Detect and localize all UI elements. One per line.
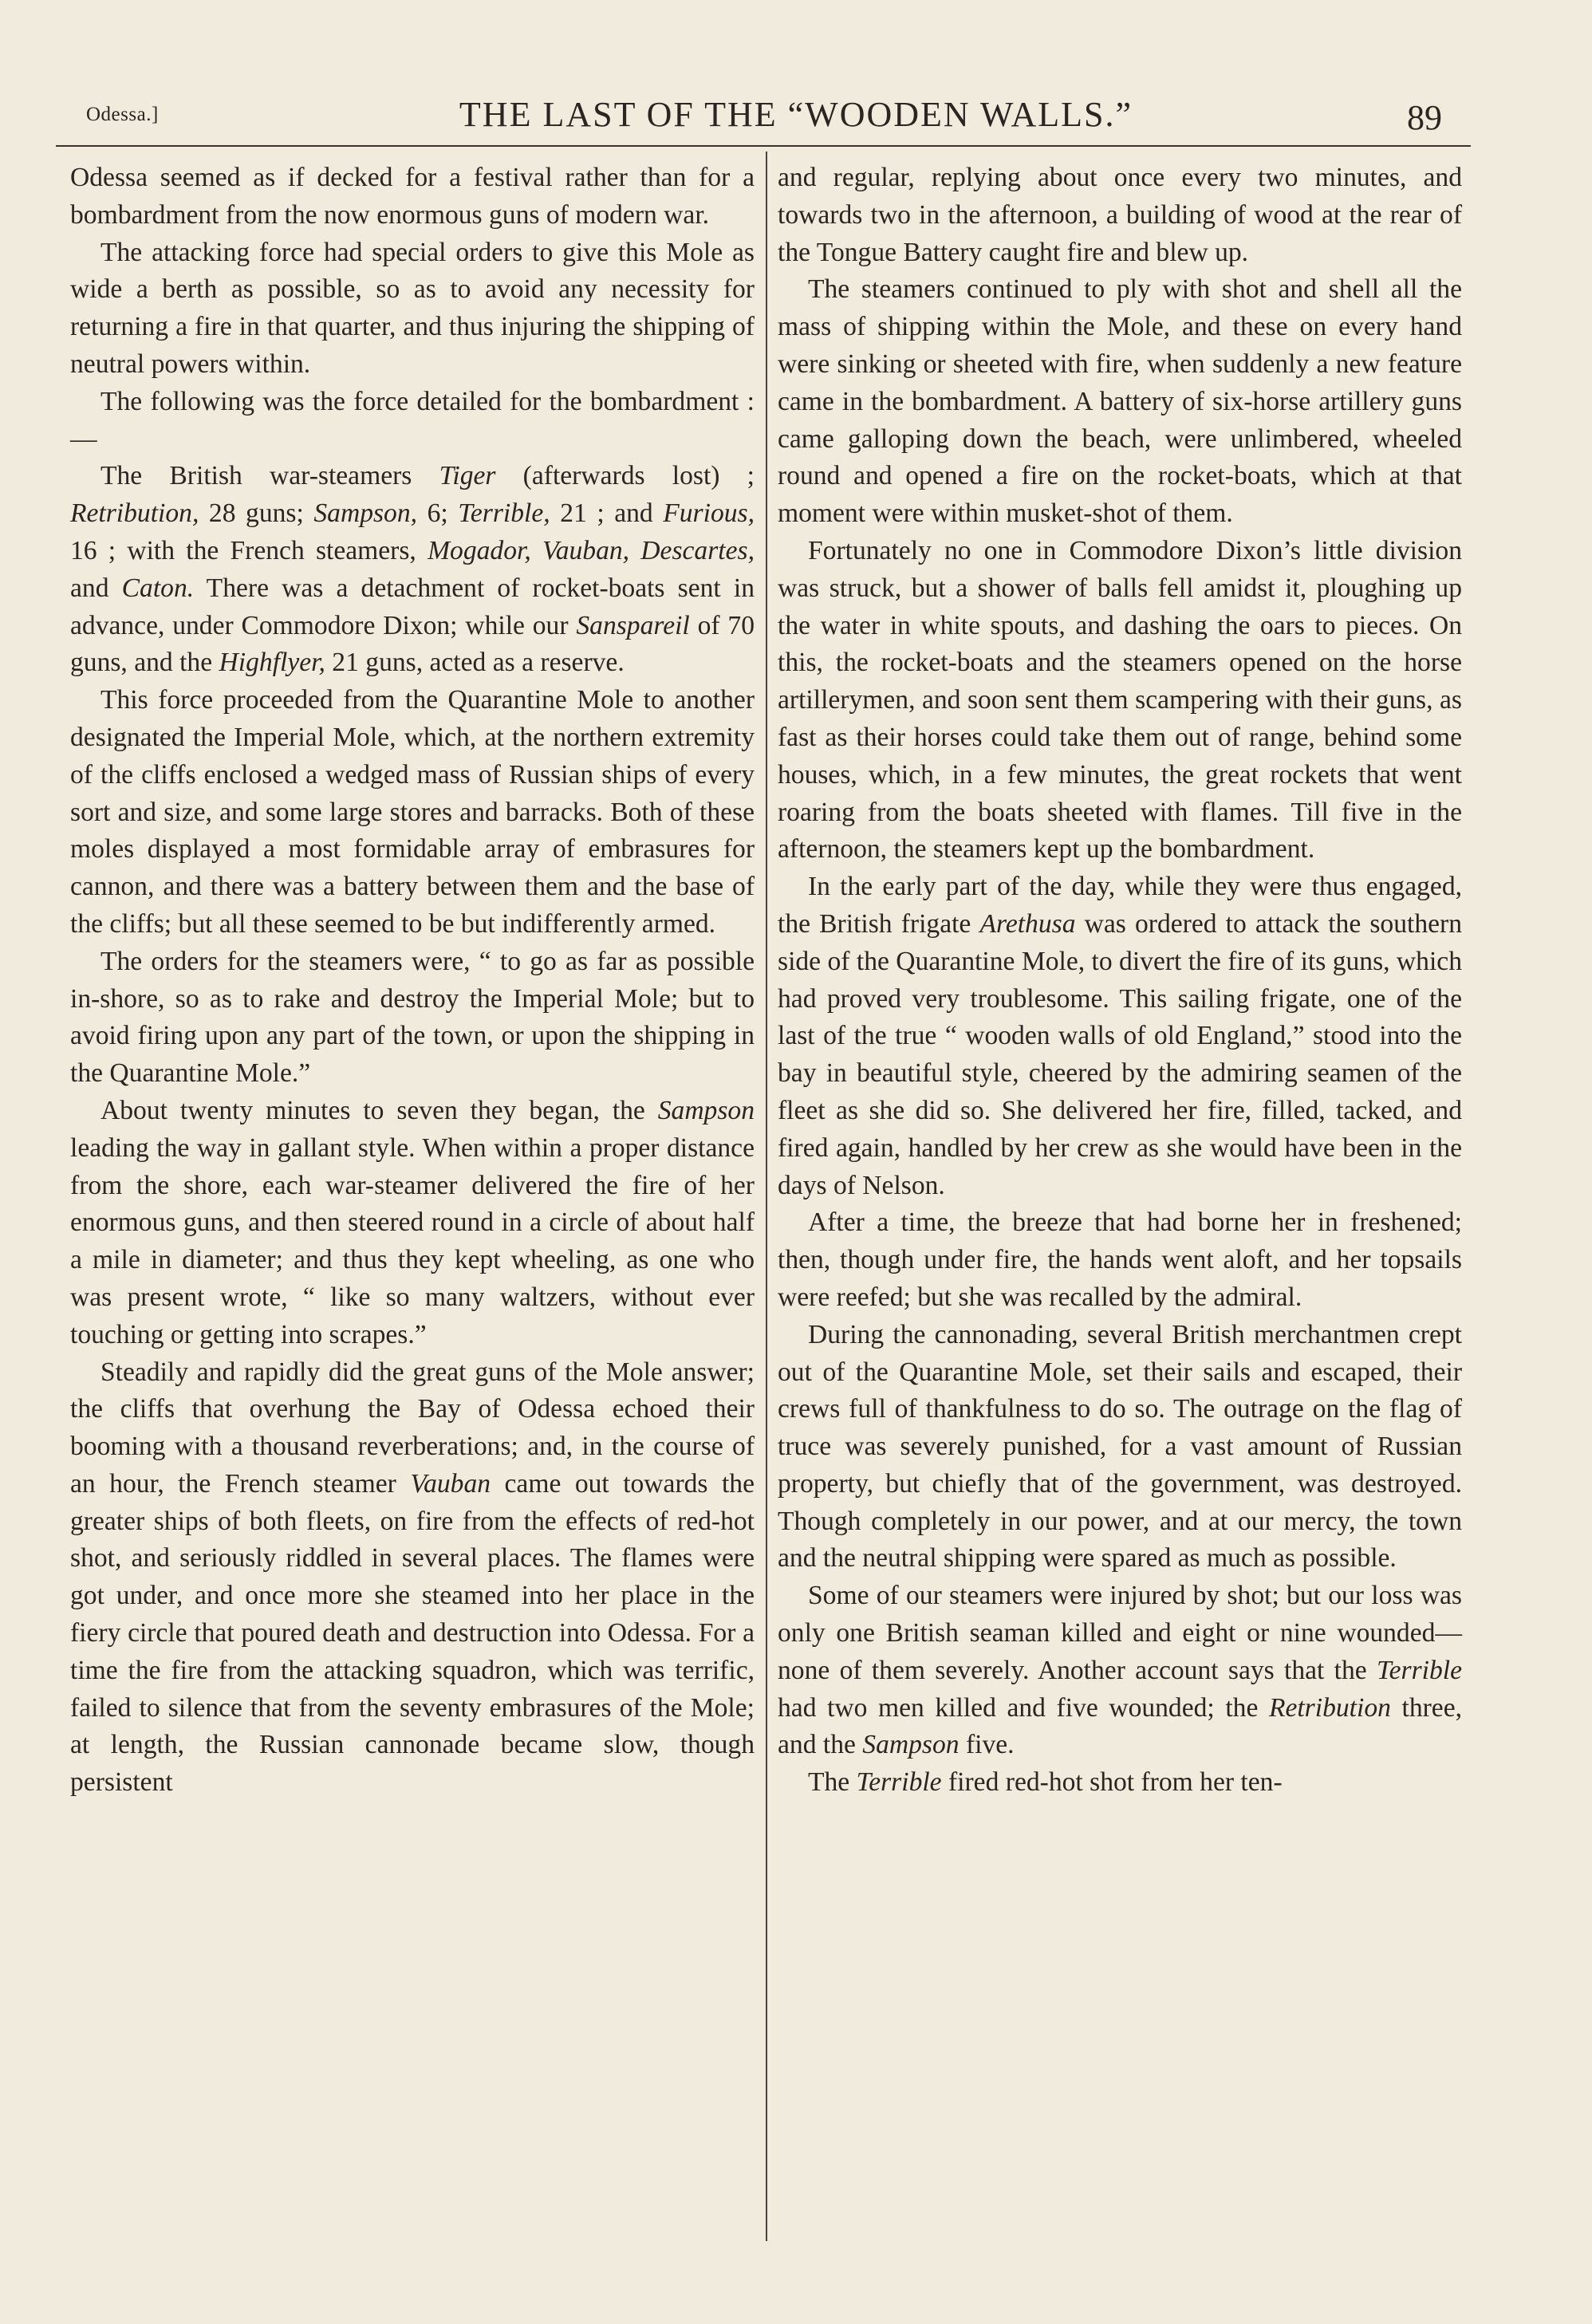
text-run: fired red-hot shot from her ten-	[941, 1767, 1283, 1798]
running-header	[0, 94, 1592, 142]
ship-name: Sampson	[657, 1095, 755, 1125]
text-run: There was a detachment of rocket-boats sent in advance, under Commodore Dixon; while our	[70, 573, 755, 640]
page-number: 89	[1407, 98, 1442, 137]
ship-name: Mogador,	[428, 535, 531, 565]
ship-name: Vauban	[410, 1468, 491, 1499]
text-run: leading the way in gallant style. When within a proper distance from the shore, each war-steamer delivered the fire of her enormous guns, and then steered round in a circle of about half a mile in diameter; and thus they kept wheeling, as one who was present wrote, “ like so many waltzers, without ever touching or getting into scrapes.”	[70, 1132, 755, 1349]
text-run: came out towards the greater ships of both fleets, on fire from the effects of red-hot shot, and seriously riddled in several places. The flames were got under, and once more she steamed into her place in the fiery circle that poured death and destruction into Odessa. For a time the fire from the attacking squadron, which was terrific, failed to silence that from the seventy embrasures of the Mole; at length, the Russian cannonade became slow, though persistent	[70, 1468, 755, 1798]
header-rule	[56, 145, 1471, 147]
ship-name: Caton.	[121, 573, 195, 603]
ship-name: Descartes,	[640, 535, 755, 565]
text-run: was ordered to attack the southern side of the Quarantine Mole, to divert the fire of its guns, which had proved very troublesome. This sailing frigate, one of the last of the true “ wooden walls of old England,” stood into the bay in beautiful style, cheered by the admiring seamen of the fleet as she did so. She delivered her fire, filled, tacked, and fired again, handled by her crew as she would have been in the days of Nelson.	[778, 908, 1463, 1200]
paragraph: Fortunately no one in Commodore Dixon’s little division was struck, but a shower of balls fell amidst it, ploughing up the water in white spouts, and dashing the oars to pieces. On this, the rocket-boats and the steamers opened on the horse artillerymen, and soon sent them scampering with their guns, as fast as their horses could take them out of range, behind some houses, which, in a few minutes, the great rockets that went roaring from the boats sheeted with flames. Till five in the afternoon, the steamers kept up the bombardment.	[778, 535, 1462, 865]
text-run	[629, 536, 640, 565]
ship-name: Highflyer,	[219, 648, 325, 678]
paragraph	[70, 1354, 755, 1802]
ship-name: Furious,	[663, 498, 755, 529]
paragraph: The steamers continued to ply with shot and shell all the mass of shipping within the Mole, and these on every hand were sinking or sheeted with fire, when suddenly a new feature came in the bombardment. A battery of six-horse artillery guns came galloping down the beach, were unlimbered, wheeled round and opened a fire on the rocket-boats, which at that moment were within musket-shot of them.	[778, 274, 1462, 529]
paragraph: This force proceeded from the Quarantine Mole to another designated the Imperial Mole, which, at the northern extremity of the cliffs enclosed a wedged mass of Russian ships of every sort and size, and some large stores and barracks. Both of these moles displayed a most formidable array of embrasures for cannon, and there was a battery between them and the base of the cliffs; but all these seemed to be but indifferently armed.	[70, 685, 755, 939]
ship-name: Sampson	[862, 1730, 960, 1760]
paragraph	[70, 1093, 755, 1354]
ship-name: Vauban,	[542, 535, 630, 565]
text-run: had two men killed and five wounded; the	[778, 1692, 1269, 1723]
text-run: 28 guns;	[199, 498, 314, 529]
text-run: Some of our steamers were injured by shot; but our loss was only one British seaman killed and eight or nine wounded—none of them severely. Another account says that the	[778, 1581, 1462, 1685]
paragraph: The following was the force detailed for the bombardment :—	[70, 386, 755, 454]
paragraph	[778, 1578, 1462, 1764]
text-run: five.	[959, 1730, 1015, 1760]
page-title: THE LAST OF THE “WOODEN WALLS.”	[459, 95, 1133, 134]
text-run: 21 ; and	[550, 498, 664, 529]
paragraph: After a time, the breeze that had borne her in freshened; then, though under fire, the hands went aloft, and her topsails were reefed; but she was recalled by the admiral.	[778, 1207, 1462, 1312]
ship-name: Retribution	[1268, 1692, 1391, 1723]
paragraph: The orders for the steamers were, “ to go as far as possible in-shore, so as to rake and destroy the Imperial Mole; but to avoid firing upon any part of the town, or upon the shipping in the Quarantine Mole.”	[70, 946, 755, 1089]
paragraph	[70, 458, 755, 682]
ship-name: Retribution,	[70, 498, 199, 529]
paragraph: The attacking force had special orders to give this Mole as wide a berth as possible, so as to avoid any necessity for returning a fire in that quarter, and thus injuring the shipping of neutral powers within.	[70, 237, 755, 379]
text-run: About twenty minutes to seven they began, the	[100, 1095, 658, 1125]
text-run: The	[808, 1767, 857, 1798]
ship-name: Sampson,	[313, 498, 418, 529]
ship-name: Tiger	[439, 461, 496, 491]
ship-name: Terrible	[1377, 1655, 1462, 1685]
section-label: Odessa.]	[86, 104, 159, 125]
text-run	[531, 536, 542, 565]
paragraph: During the cannonading, several British merchantmen crept out of the Quarantine Mole, set their sails and escaped, their crews full of thankfulness to do so. The outrage on the flag of truce was severely punished, for a vast amount of Russian property, but chiefly that of the government, was destroyed. Though completely in our power, and at our mercy, the town and the neutral shipping were spared as much as possible.	[778, 1319, 1462, 1574]
text-run: 6;	[417, 498, 459, 529]
text-run: The British war-steamers	[100, 461, 439, 491]
ship-name: Terrible	[856, 1767, 942, 1798]
text-run: (afterwards lost) ;	[495, 461, 755, 491]
text-run: 16 ; with the French steamers,	[70, 535, 428, 565]
ship-name: Arethusa	[979, 908, 1076, 939]
text-run: Steadily and rapidly did the great guns of the Mole answer; the cliffs that overhung the Bay of Odessa echoed their booming with a thousand reverberations; and, in the course of an hour, the French steamer	[70, 1357, 755, 1499]
text-run: 21 guns, acted as a reserve.	[325, 648, 625, 678]
text-run: and	[70, 573, 122, 603]
text-run: of 70 guns, and the	[70, 610, 755, 678]
paragraph: Odessa seemed as if decked for a festival rather than for a bombardment from the now enormous guns of modern war.	[70, 163, 755, 230]
text-run: In the early part of the day, while they were thus engaged, the British frigate	[778, 872, 1462, 939]
column-divider	[766, 152, 767, 2241]
paragraph	[778, 1764, 1462, 1802]
paragraph	[778, 869, 1462, 1204]
text-run: three, and the	[778, 1692, 1462, 1760]
ship-name: Terrible,	[458, 498, 550, 529]
right-column	[778, 160, 1462, 1802]
ship-name: Sanspareil	[576, 610, 690, 640]
left-column	[70, 160, 755, 1802]
paragraph: and regular, replying about once every two minutes, and towards two in the afternoon, a building of wood at the rear of the Tongue Battery caught fire and blew up.	[778, 163, 1462, 267]
